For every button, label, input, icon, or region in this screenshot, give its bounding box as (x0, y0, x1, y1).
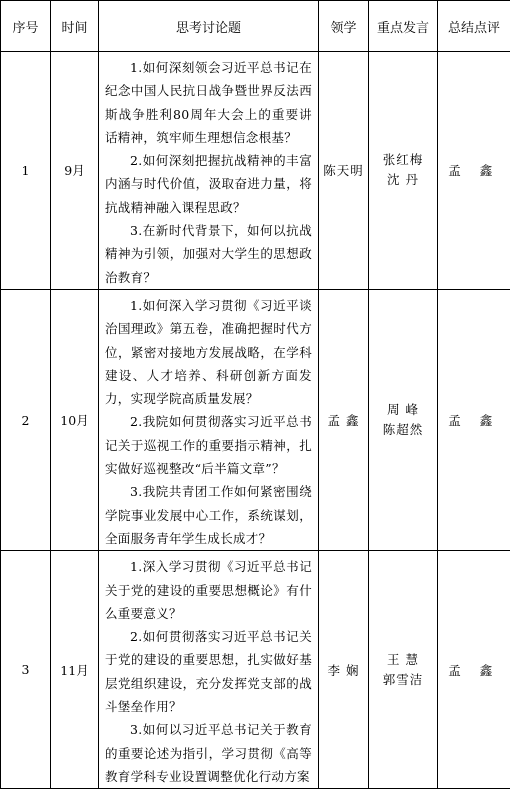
header-index: 序号 (1, 1, 51, 52)
header-time: 时间 (51, 1, 99, 52)
row-topics (99, 52, 319, 290)
row-time: 11月 (51, 551, 99, 789)
row-speakers (369, 551, 438, 789)
row-topics (99, 289, 319, 550)
row-leader: 孟 鑫 (319, 289, 369, 550)
row-speakers (369, 289, 438, 550)
row-index: 2 (1, 289, 51, 550)
row-speakers (369, 52, 438, 290)
table-row (1, 289, 510, 550)
table-row (1, 52, 510, 290)
question: 2.如何深刻把握抗战精神的丰富内涵与时代价值，汲取奋进力量，将抗战精神融入课程思政？ (105, 149, 312, 219)
row-summary: 孟 鑫 (438, 289, 510, 550)
question: 3.在新时代背景下，如何以抗战精神为引领，加强对大学生的思想政治教育？ (105, 219, 312, 289)
row-index: 1 (1, 52, 51, 290)
row-time: 9月 (51, 52, 99, 290)
speaker: 周 峰 (369, 400, 437, 420)
table-row (1, 551, 510, 789)
question: 1.深入学习贯彻《习近平总书记关于党的建设的重要思想概论》有什么重要意义？ (105, 555, 312, 625)
row-time: 10月 (51, 289, 99, 550)
row-summary: 孟 鑫 (438, 551, 510, 789)
speaker: 郭雪洁 (369, 670, 437, 690)
question: 3.如何以习近平总书记关于教育的重要论述为指引，学习贯彻《高等教育学科专业设置调整优化行动方案 (105, 718, 312, 788)
question: 2.我院如何贯彻落实习近平总书记关于巡视工作的重要指示精神，扎实做好巡视整改“后半篇文章”？ (105, 410, 312, 480)
speaker: 张红梅 (369, 150, 437, 170)
header-row (1, 1, 510, 52)
row-leader: 李 娴 (319, 551, 369, 789)
row-topics (99, 551, 319, 789)
row-summary: 孟 鑫 (438, 52, 510, 290)
question: 1.如何深刻领会习近平总书记在纪念中国人民抗日战争暨世界反法西斯战争胜利80周年大会上的重要讲话精神，筑牢师生理想信念根基？ (105, 56, 312, 149)
row-leader: 陈天明 (319, 52, 369, 290)
speaker: 沈 丹 (369, 170, 437, 190)
speaker: 陈超然 (369, 420, 437, 440)
header-topic: 思考讨论题 (99, 1, 319, 52)
header-speakers: 重点发言 (369, 1, 438, 52)
header-summary: 总结点评 (438, 1, 510, 52)
row-index: 3 (1, 551, 51, 789)
speaker: 王 慧 (369, 650, 437, 670)
question: 1.如何深入学习贯彻《习近平谈治国理政》第五卷，准确把握时代方位，紧密对接地方发展战略，在学科建设、人才培养、科研创新方面发力，实现学院高质量发展？ (105, 294, 312, 410)
question: 2.如何贯彻落实习近平总书记关于党的建设的重要思想，扎实做好基层党组织建设，充分发挥党支部的战斗堡垒作用？ (105, 625, 312, 718)
header-leader: 领学 (319, 1, 369, 52)
question: 3.我院共青团工作如何紧密围绕学院事业发展中心工作，系统谋划，全面服务青年学生成长成才？ (105, 480, 312, 550)
